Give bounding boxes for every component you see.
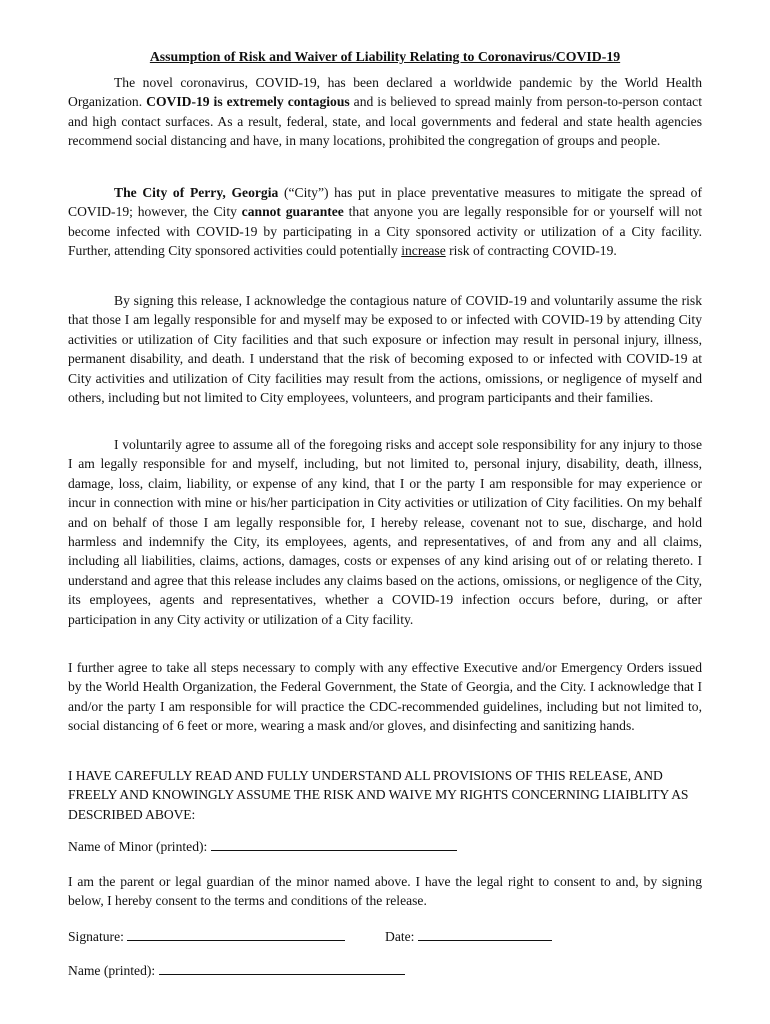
intro-text-c: and is believed to spread mainly from person-to-person contact and high contact surfaces. As a result, federal, state, and local governments and federal and state health agencies recommend social distancing and have, in many locations, prohibited the congregation of groups and people. — [68, 94, 702, 149]
paragraph-compliance: I further agree to take all steps necessary to comply with any effective Executive and/or Emergency Orders issued by the World Health Organization, the Federal Government, the State of Georgia, and the City. I acknowledge that I and/or the party I am responsible for will practice the CDC-recommended guidelines, including but not limited to, social distancing of 6 feet or more, wearing a mask and/or gloves, and disinfecting and sanitizing hands. — [68, 660, 702, 734]
paragraph-acknowledge-risk: By signing this release, I acknowledge the contagious nature of COVID-19 and voluntarily assume the risk that those I am legally responsible for and myself may be exposed to or infected with COVID-19 by attending City activities or utilization of City facilities and that such exposure or infection may result in personal injury, illness, permanent disability, and death. I understand that the risk of becoming exposed to or infected with COVID-19 at City activities and utilization of City facilities may result from the actions, omissions, or negligence of myself and others, including but not limited to City employees, volunteers, and program participants and their families. — [68, 293, 702, 406]
paragraph-city-measures — [68, 183, 702, 261]
printed-name-line — [68, 960, 405, 980]
acknowledgement-caps: I HAVE CAREFULLY READ AND FULLY UNDERSTAND ALL PROVISIONS OF THIS RELEASE, AND FREELY AND KNOWINGLY ASSUME THE RISK AND WAIVE MY RIGHTS CONCERNING LIAIBLITY AS DESCRIBED ABOVE: — [68, 768, 689, 822]
paragraph-guardian-consent: I am the parent or legal guardian of the minor named above. I have the legal right to consent to and, by signing below, I hereby consent to the terms and conditions of the release. — [68, 874, 702, 909]
city-text-d: that anyone you are legally responsible for or yourself will not become infected with COVID-19 by participating in a City sponsored activity or utilization of a City facility. Further, attending City sponsored activities could potentially — [68, 204, 702, 259]
intro-text-a: The novel coronavirus, COVID-19, has been declared a worldwide pandemic by the World Health Organization. — [68, 75, 702, 110]
document-title: Assumption of Risk and Waiver of Liability Relating to Coronavirus/COVID-19 — [149, 49, 621, 64]
city-name-bold: The City of Perry, Georgia — [114, 185, 279, 200]
intro-bold-contagious: COVID-19 is extremely contagious — [146, 94, 350, 110]
minor-name-field[interactable] — [211, 836, 457, 851]
minor-name-line — [68, 836, 457, 856]
signature-label: Signature: — [68, 929, 124, 944]
increase-underlined: increase — [401, 243, 446, 259]
city-text-b: (“City”) has put in place preventative measures to mitigate the spread of COVID-19; however, the City — [68, 185, 702, 220]
date-line — [385, 926, 552, 946]
paragraph-intro — [68, 73, 702, 151]
signature-line — [68, 926, 345, 946]
printed-name-field[interactable] — [159, 960, 405, 975]
date-field[interactable] — [418, 926, 552, 941]
minor-name-label: Name of Minor (printed): — [68, 839, 208, 854]
cannot-guarantee-bold: cannot guarantee — [241, 204, 344, 220]
date-label: Date: — [385, 929, 415, 944]
printed-name-label: Name (printed): — [68, 963, 156, 978]
signature-field[interactable] — [127, 926, 345, 941]
city-text-f: risk of contracting COVID-19. — [449, 243, 617, 259]
paragraph-release: I voluntarily agree to assume all of the foregoing risks and accept sole responsibility for any injury to those I am legally responsible for and myself, including, but not limited to, personal injury, disability, death, illness, damage, loss, claim, liability, or expense of any kind, that I or the party I am responsible for may experience or incur in connection with mine or his/her participation in City activities or utilization of City facilities. On my behalf and on behalf of those I am legally responsible for, I hereby release, covenant not to sue, discharge, and hold harmless and indemnify the City, its employees, agents, and representatives, of and from any and all claims, including all liabilities, claims, actions, damages, costs or expenses of any kind arising out of or relating thereto. I understand and agree that this release includes any claims based on the actions, omissions, or negligence of the City, its employees, agents and representatives, whether a COVID-19 infection occurs before, during, or after participation in any City activity or utilization of a City facility. — [68, 437, 702, 627]
